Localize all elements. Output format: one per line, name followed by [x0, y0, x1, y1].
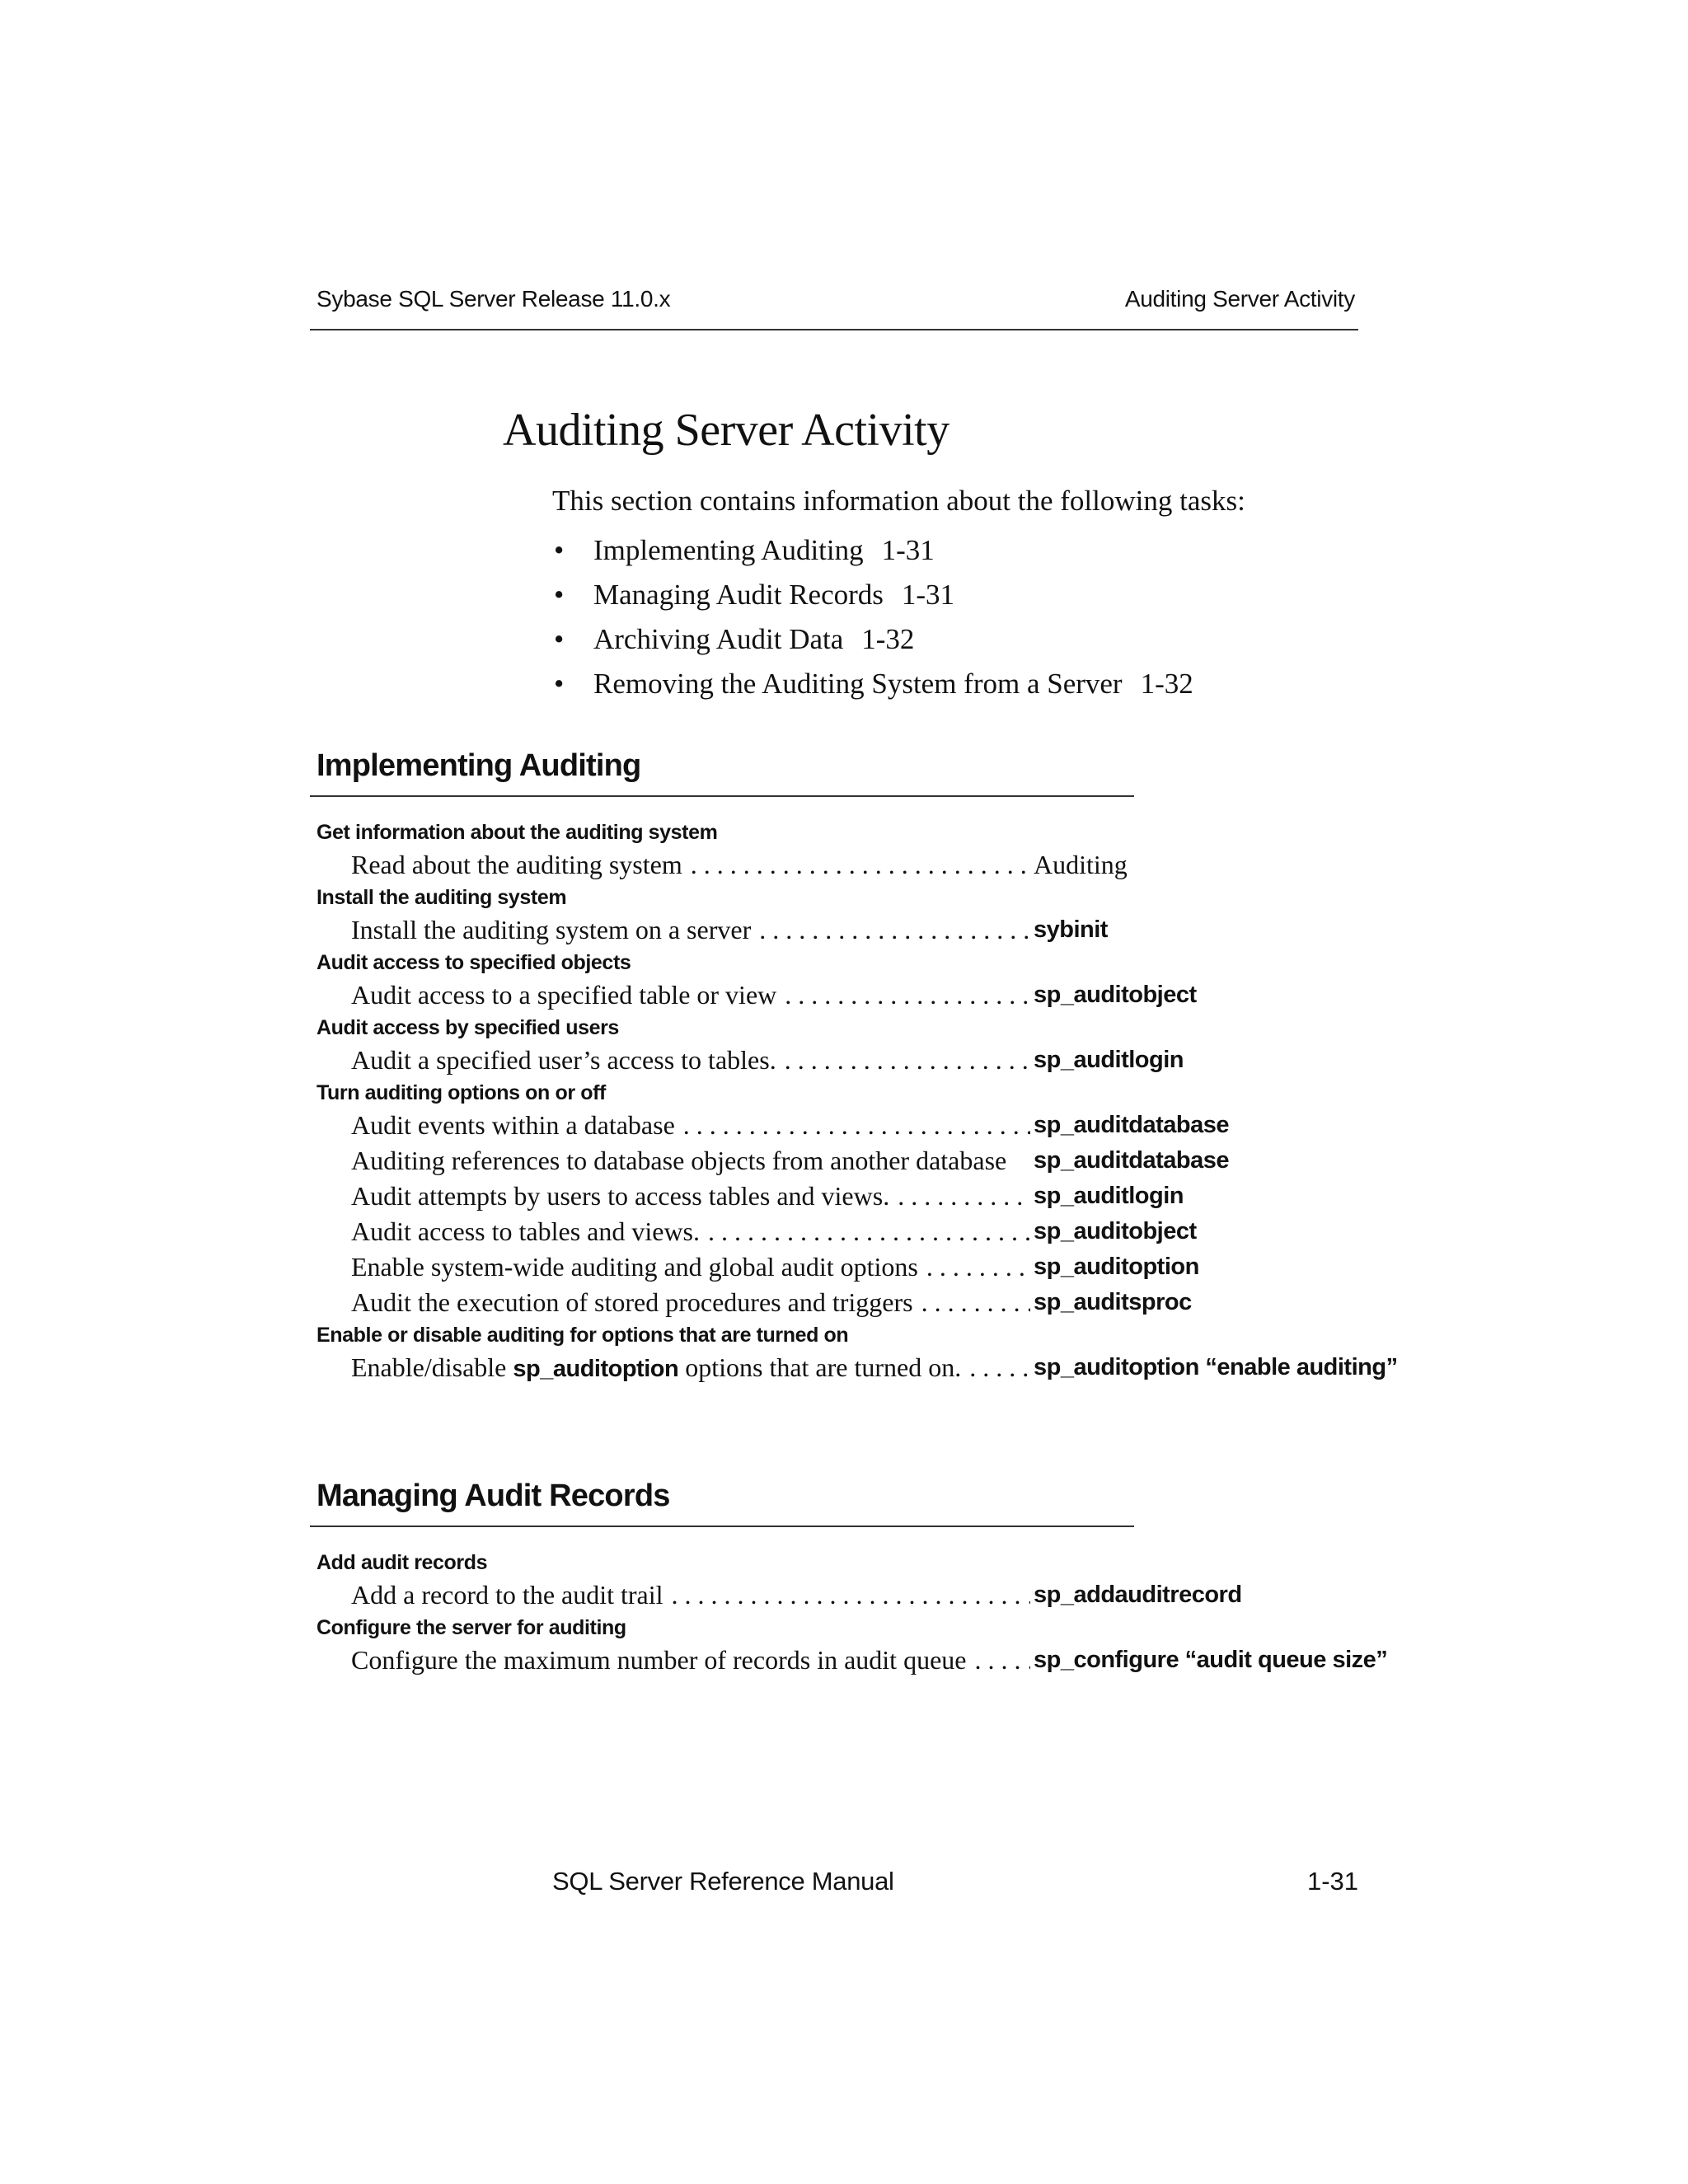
- section-heading-text: Managing Audit Records: [316, 1479, 670, 1513]
- entry-row: [316, 1179, 1380, 1214]
- task-group: [316, 1320, 1398, 1385]
- entry-row: [316, 1108, 1380, 1143]
- entry-row: [316, 847, 1380, 883]
- group-title: Add audit records: [316, 1551, 488, 1574]
- task-group: [316, 1013, 1380, 1078]
- entry-description-command: sp_auditoption: [513, 1356, 679, 1382]
- bullet-icon: •: [554, 579, 565, 611]
- entry-row: [316, 912, 1380, 948]
- entry-reference: sp_auditlogin: [1034, 1183, 1184, 1209]
- entry-description: Audit the execution of stored procedures and triggers: [351, 1287, 913, 1317]
- entry-description: Audit access to tables and views.: [351, 1216, 700, 1246]
- task-item: [552, 662, 1193, 706]
- bullet-icon: •: [554, 668, 565, 700]
- entry-reference: Auditing: [1034, 850, 1128, 879]
- header-left-text: Sybase SQL Server Release 11.0.x: [316, 286, 671, 312]
- entry-description: [351, 1352, 963, 1382]
- entry-description: Configure the maximum number of records in audit queue: [351, 1645, 967, 1675]
- group-title: Audit access by specified users: [316, 1016, 619, 1039]
- section-entries-managing-audit-records: [316, 1548, 1388, 1678]
- task-group: [316, 1613, 1388, 1678]
- entry-reference: sp_addauditrecord: [1034, 1582, 1242, 1608]
- group-title: Install the auditing system: [316, 886, 567, 909]
- task-page: 1-32: [1140, 668, 1193, 700]
- task-group: [316, 883, 1380, 948]
- task-group: [316, 818, 1380, 883]
- task-group: [316, 948, 1380, 1013]
- entry-reference: sp_auditobject: [1034, 982, 1197, 1008]
- intro-text: This section contains information about the following tasks:: [552, 485, 1245, 517]
- entry-description: Read about the auditing system: [351, 850, 682, 879]
- entry-reference: [1034, 1643, 1387, 1678]
- section-heading-implementing-auditing: [310, 748, 1134, 797]
- entry-reference: [1034, 1350, 1398, 1385]
- group-title: Audit access to specified objects: [316, 951, 631, 974]
- bullet-icon: •: [554, 623, 565, 655]
- entry-row: [316, 1577, 1380, 1613]
- task-group: [316, 1548, 1380, 1613]
- task-group: [316, 1078, 1380, 1320]
- entry-reference: sp_auditobject: [1034, 1218, 1197, 1244]
- task-label: Managing Audit Records: [593, 579, 884, 611]
- task-page: 1-32: [861, 623, 915, 655]
- entry-reference-command: sp_configure: [1034, 1647, 1179, 1673]
- entry-description-post: options that are turned on.: [678, 1352, 962, 1382]
- entry-row: [316, 1214, 1380, 1249]
- entry-row: [316, 1285, 1380, 1320]
- entry-description: Enable system-wide auditing and global audit options: [351, 1252, 918, 1282]
- entry-description-pre: Enable/disable: [351, 1352, 513, 1382]
- entry-description: Audit access to a specified table or view: [351, 980, 777, 1010]
- footer-page-number: 1-31: [1306, 1867, 1358, 1896]
- entry-reference-argument: “audit queue size”: [1184, 1647, 1388, 1673]
- entry-row: [316, 1249, 1380, 1285]
- bullet-icon: •: [554, 534, 565, 566]
- entry-description: Audit attempts by users to access tables and views.: [351, 1181, 890, 1211]
- group-title: Enable or disable auditing for options that are turned on: [316, 1324, 849, 1347]
- entry-reference: sybinit: [1034, 916, 1108, 943]
- page-title: Auditing Server Activity: [503, 405, 950, 456]
- task-page: 1-31: [881, 534, 935, 566]
- entry-description: Add a record to the audit trail: [351, 1580, 663, 1610]
- entry-reference-command: sp_auditoption: [1034, 1354, 1199, 1380]
- entry-description: Install the auditing system on a server: [351, 915, 752, 944]
- task-label: Removing the Auditing System from a Server: [593, 668, 1123, 700]
- task-label: Implementing Auditing: [593, 534, 864, 566]
- group-title: Turn auditing options on or off: [316, 1081, 606, 1104]
- entry-row: [316, 1043, 1380, 1078]
- entry-reference: sp_auditlogin: [1034, 1047, 1184, 1073]
- entry-row: [316, 1350, 1398, 1385]
- footer-manual-title: SQL Server Reference Manual: [552, 1867, 894, 1896]
- task-label: Archiving Audit Data: [593, 623, 844, 655]
- entry-reference: sp_auditdatabase: [1034, 1112, 1229, 1138]
- header-right-text: Auditing Server Activity: [1124, 286, 1355, 312]
- section-heading-text: Implementing Auditing: [316, 748, 641, 783]
- task-page: 1-31: [901, 579, 955, 611]
- entry-reference-argument: “enable auditing”: [1205, 1354, 1398, 1380]
- group-title: Configure the server for auditing: [316, 1616, 626, 1639]
- task-item: [552, 573, 1193, 617]
- entry-description: Audit events within a database: [351, 1110, 675, 1140]
- group-title: Get information about the auditing system: [316, 821, 718, 844]
- entry-reference: sp_auditsproc: [1034, 1289, 1192, 1315]
- task-item: [552, 528, 1193, 573]
- entry-reference: sp_auditoption: [1034, 1254, 1199, 1280]
- entry-row: [316, 1643, 1388, 1678]
- section-heading-managing-audit-records: [310, 1479, 1134, 1527]
- entry-description: Auditing references to database objects from another database: [351, 1146, 1007, 1175]
- task-list: [552, 528, 1193, 706]
- entry-row: [316, 977, 1380, 1013]
- entry-row: [316, 1143, 1380, 1179]
- section-entries-implementing-auditing: [316, 818, 1398, 1385]
- entry-description: Audit a specified user’s access to tables.: [351, 1045, 776, 1075]
- running-header: [310, 286, 1358, 330]
- task-item: [552, 617, 1193, 662]
- entry-reference: sp_auditdatabase: [1034, 1147, 1229, 1174]
